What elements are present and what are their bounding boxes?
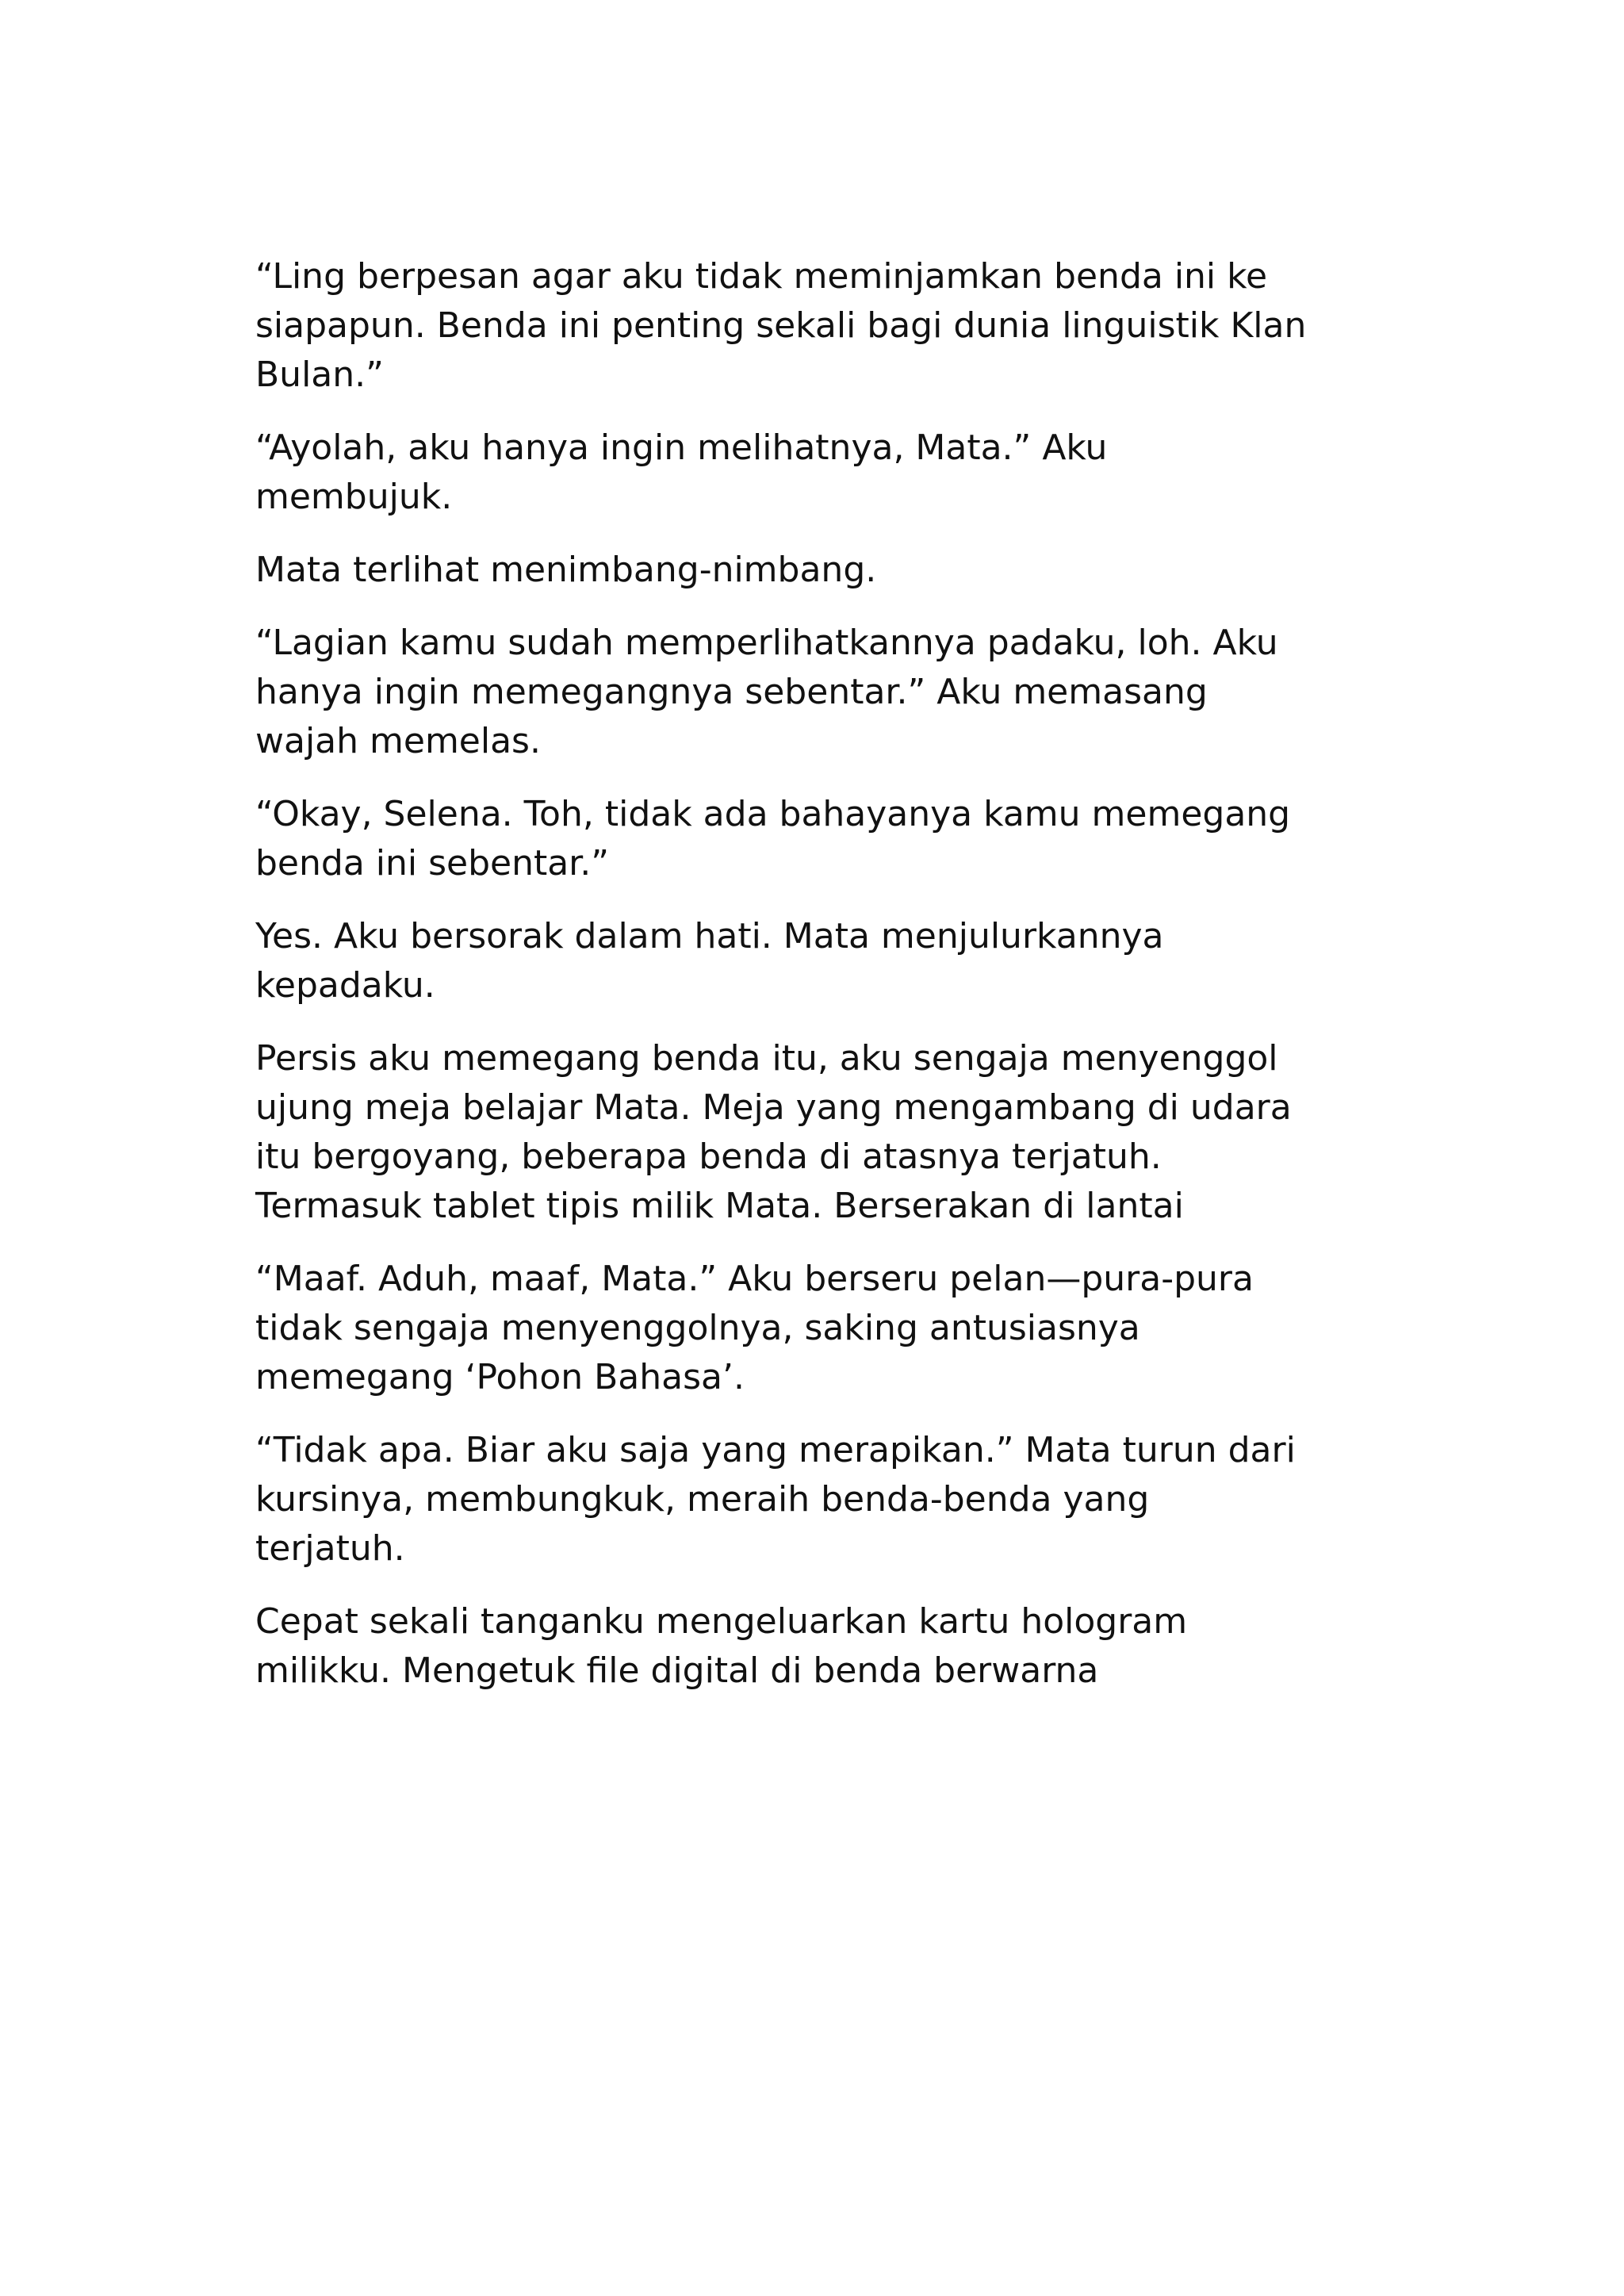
paragraph: Yes. Aku bersorak dalam hati. Mata menjulurkannya kepadaku.: [255, 916, 1164, 1006]
paragraph: “Maaf. Aduh, maaf, Mata.” Aku berseru pelan—pura-pura tidak sengaja menyenggolnya, saking antusiasnya memegang ‘Pohon Bahasa’.: [255, 1259, 1254, 1397]
body-text: [255, 252, 1381, 1719]
paragraph: Mata terlihat menimbang-nimbang.: [255, 550, 877, 590]
paragraph: Persis aku memegang benda itu, aku sengaja menyenggol ujung meja belajar Mata. Meja yang mengambang di udara itu bergoyang, beberapa benda di atasnya terjatuh. Termasuk tablet tipis milik Mata. Berserakan di lantai: [255, 1038, 1292, 1226]
paragraph: “Okay, Selena. Toh, tidak ada bahayanya kamu memegang benda ini sebentar.”: [255, 794, 1291, 884]
paragraph: “Ayolah, aku hanya ingin melihatnya, Mata.” Aku membujuk.: [255, 427, 1108, 517]
paragraph: Cepat sekali tanganku mengeluarkan kartu hologram milikku. Mengetuk file digital di benda berwarna: [255, 1601, 1188, 1691]
paragraph: “Lagian kamu sudah memperlihatkannya padaku, loh. Aku hanya ingin memegangnya sebentar.” Aku memasang wajah memelas.: [255, 623, 1278, 761]
paragraph: “Ling berpesan agar aku tidak meminjamkan benda ini ke siapapun. Benda ini penting sekali bagi dunia linguistik Klan Bulan.”: [255, 256, 1307, 395]
paragraph: “Tidak apa. Biar aku saja yang merapikan.” Mata turun dari kursinya, membungkuk, meraih benda-benda yang terjatuh.: [255, 1430, 1296, 1569]
